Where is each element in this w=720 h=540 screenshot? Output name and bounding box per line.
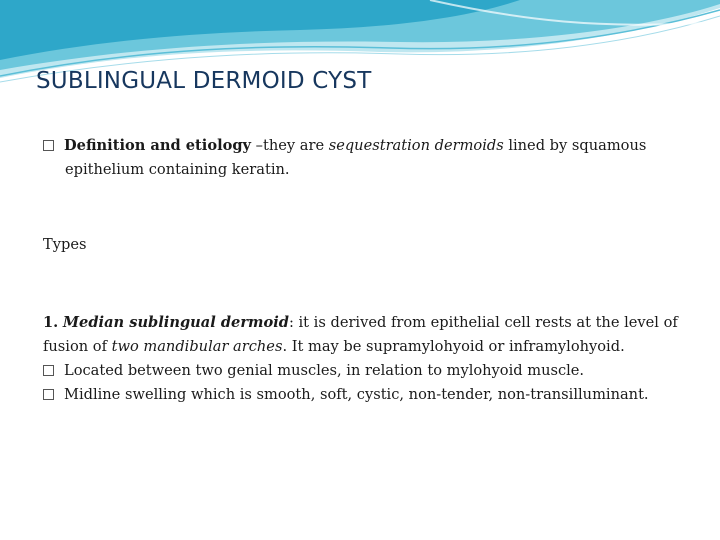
definition-rest: lined by squamous epithelium containing keratin. bbox=[65, 137, 647, 178]
median-after-label: : it is derived from epithelial cell rests at the level of fusion of bbox=[43, 314, 678, 355]
median-number: 1. bbox=[43, 314, 59, 331]
median-dermoid-section bbox=[43, 311, 683, 407]
median-rest: . It may be supramylohyoid or inframylohyoid. bbox=[282, 338, 625, 355]
bullet-text: Midline swelling which is smooth, soft, cystic, non-tender, non-transilluminant. bbox=[64, 386, 649, 403]
types-heading: Types bbox=[43, 236, 87, 253]
checkbox-square-icon bbox=[43, 365, 54, 376]
median-label: Median sublingual dermoid bbox=[62, 314, 289, 331]
median-paragraph bbox=[43, 311, 683, 359]
definition-label: Definition and etiology bbox=[64, 137, 252, 154]
bullet-item bbox=[43, 383, 683, 407]
slide-title: SUBLINGUAL DERMOID CYST bbox=[36, 68, 372, 94]
bullet-item bbox=[43, 359, 683, 383]
checkbox-square-icon bbox=[43, 389, 54, 400]
median-emphasis: two mandibular arches bbox=[111, 338, 283, 355]
checkbox-square-icon bbox=[43, 140, 54, 151]
bullet-text: Located between two genial muscles, in relation to mylohyoid muscle. bbox=[64, 362, 585, 379]
definition-dash: –they are bbox=[251, 137, 329, 154]
definition-emphasis: sequestration dermoids bbox=[328, 137, 504, 154]
definition-bullet bbox=[43, 134, 683, 182]
